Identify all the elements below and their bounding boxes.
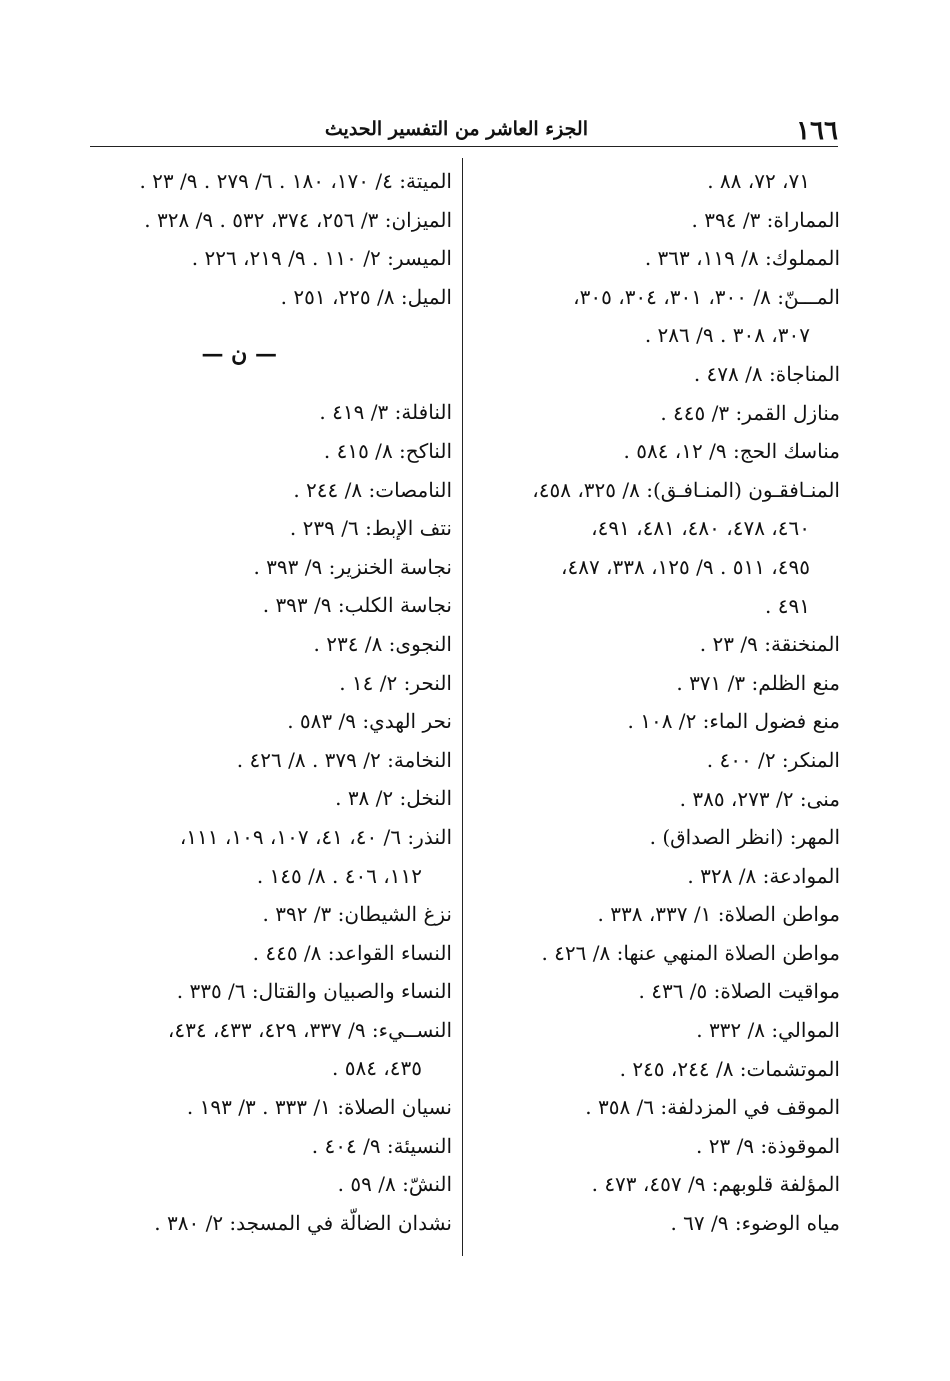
index-entry: مواطن الصلاة: ١/ ٣٣٧، ٣٣٨ . [597, 902, 840, 927]
index-entry: الناكح: ٨/ ٤١٥ . [323, 438, 452, 463]
index-entry: المنخنقة: ٩/ ٢٣ . [699, 632, 840, 657]
index-entry: النساء القواعد: ٨/ ٤٤٥ . [252, 940, 452, 965]
index-entry: الميزان: ٣/ ٢٥٦، ٣٧٤، ٥٣٢ . ٩/ ٣٢٨ . [144, 207, 452, 232]
index-entry: المنـافقـون (المنـافـق): ٨/ ٣٢٥، ٤٥٨، [532, 477, 840, 502]
index-entry: الموقوذة: ٩/ ٢٣ . [696, 1133, 840, 1158]
index-entry: النذر: ٦/ ٤٠، ٤١، ١٠٧، ١٠٩، ١١١، [179, 824, 452, 849]
index-entry: نسيان الصلاة: ١/ ٣٣٣ . ٣/ ١٩٣ . [186, 1095, 452, 1120]
index-entry: النجوى: ٨/ ٢٣٤ . [313, 631, 452, 656]
index-entry-continuation: ٣٠٧، ٣٠٨ . ٩/ ٢٨٦ . [644, 323, 810, 348]
index-entry: النخل: ٢/ ٣٨ . [335, 786, 452, 811]
index-entry: نجاسة الكلب: ٩/ ٣٩٣ . [262, 593, 452, 618]
index-entry: النامصات: ٨/ ٢٤٤ . [293, 477, 452, 502]
index-entry: منى: ٢/ ٢٧٣، ٣٨٥ . [679, 786, 840, 811]
index-entry: مياه الوضوء: ٩/ ٦٧ . [670, 1211, 840, 1236]
index-entry: المناجاة: ٨/ ٤٧٨ . [693, 361, 840, 386]
index-entry: النسيئة: ٩/ ٤٠٤ . [311, 1133, 452, 1158]
index-entry: المماراة: ٣/ ٣٩٤ . [691, 207, 840, 232]
index-entry: الموقف في المزدلفة: ٦/ ٣٥٨ . [585, 1095, 840, 1120]
index-entry: مواطن الصلاة المنهي عنها: ٨/ ٤٢٦ . [541, 940, 840, 965]
index-entry-continuation: ٤٣٥، ٥٨٤ . [332, 1056, 422, 1081]
index-entry: الميسر: ٢/ ١١٠ . ٩/ ٢١٩، ٢٢٦ . [191, 246, 452, 271]
index-entry: المؤلفة قلوبهم: ٩/ ٤٥٧، ٤٧٣ . [591, 1172, 840, 1197]
index-entry: نشدان الضالّة في المسجد: ٢/ ٣٨٠ . [154, 1210, 452, 1235]
index-entry: النافلة: ٣/ ٤١٩ . [319, 400, 452, 425]
index-entry: الموتشمات: ٨/ ٢٤٤، ٢٤٥ . [619, 1056, 840, 1081]
index-entry: الموادعة: ٨/ ٣٢٨ . [687, 863, 840, 888]
index-entry: المنكر: ٢/ ٤٠٠ . [706, 747, 840, 772]
index-entry: نزغ الشيطان: ٣/ ٣٩٢ . [262, 902, 452, 927]
index-entry: الميل: ٨/ ٢٢٥، ٢٥١ . [280, 284, 452, 309]
running-title: الجزء العاشر من التفسير الحديث [324, 118, 588, 140]
index-entry: النحر: ٢/ ١٤ . [339, 670, 452, 695]
index-entry: منع فضول الماء: ٢/ ١٠٨ . [627, 709, 840, 734]
page-header [90, 112, 838, 147]
index-entry: المـــنّ: ٨/ ٣٠٠، ٣٠١، ٣٠٤، ٣٠٥، [573, 284, 840, 309]
index-entry: النخامة: ٢/ ٣٧٩ . ٨/ ٤٢٦ . [236, 747, 452, 772]
index-entry: الموالي: ٨/ ٣٣٢ . [696, 1018, 840, 1043]
column-divider [462, 158, 463, 1256]
index-column-left [92, 162, 452, 1242]
index-entry: نحر الهدي: ٩/ ٥٨٣ . [287, 709, 452, 734]
index-entry: نتف الإبط: ٦/ ٢٣٩ . [289, 516, 452, 541]
index-entry: النســيء: ٩/ ٣٣٧، ٤٢٩، ٤٣٣، ٤٣٤، [167, 1017, 452, 1042]
index-entry: مواقيت الصلاة: ٥/ ٤٣٦ . [638, 979, 840, 1004]
index-entry-continuation: ٧١، ٧٢، ٨٨ . [707, 169, 810, 193]
index-entry: منع الظلم: ٣/ ٣٧١ . [676, 670, 840, 695]
page-number: ١٦٦ [796, 116, 838, 146]
index-entry: النساء والصبيان والقتال: ٦/ ٣٣٥ . [176, 979, 452, 1004]
index-group-nun [92, 393, 452, 1242]
index-entry-continuation: ٤٩٥، ٥١١ . ٩/ ١٢٥، ٣٣٨، ٤٨٧، [560, 554, 810, 579]
index-entry: نجاسة الخنزير: ٩/ ٣٩٣ . [253, 554, 452, 579]
index-entry: مناسك الحج: ٩/ ١٢، ٥٨٤ . [623, 439, 840, 464]
index-entry-continuation: ٤٩١ . [765, 593, 810, 618]
index-entry: النشّ: ٨/ ٥٩ . [337, 1172, 452, 1197]
index-entry-continuation: ١١٢، ٤٠٦ . ٨/ ١٤٥ . [256, 863, 422, 888]
index-entry: المهر: (انظر الصداق) . [649, 825, 840, 850]
index-group-mim-end [92, 162, 452, 316]
index-entry-continuation: ٤٦٠، ٤٧٨، ٤٨٠، ٤٨١، ٤٩١، [591, 516, 810, 541]
index-entry: المملوك: ٨/ ١١٩، ٣٦٣ . [644, 246, 840, 271]
index-entry: الميتة: ٤/ ١٧٠، ١٨٠ . ٦/ ٢٧٩ . ٩/ ٢٣ . [139, 169, 452, 193]
letter-heading-nun: — ن — [201, 341, 277, 368]
index-column-right [480, 162, 840, 1243]
index-entry: منازل القمر: ٣/ ٤٤٥ . [660, 400, 840, 425]
